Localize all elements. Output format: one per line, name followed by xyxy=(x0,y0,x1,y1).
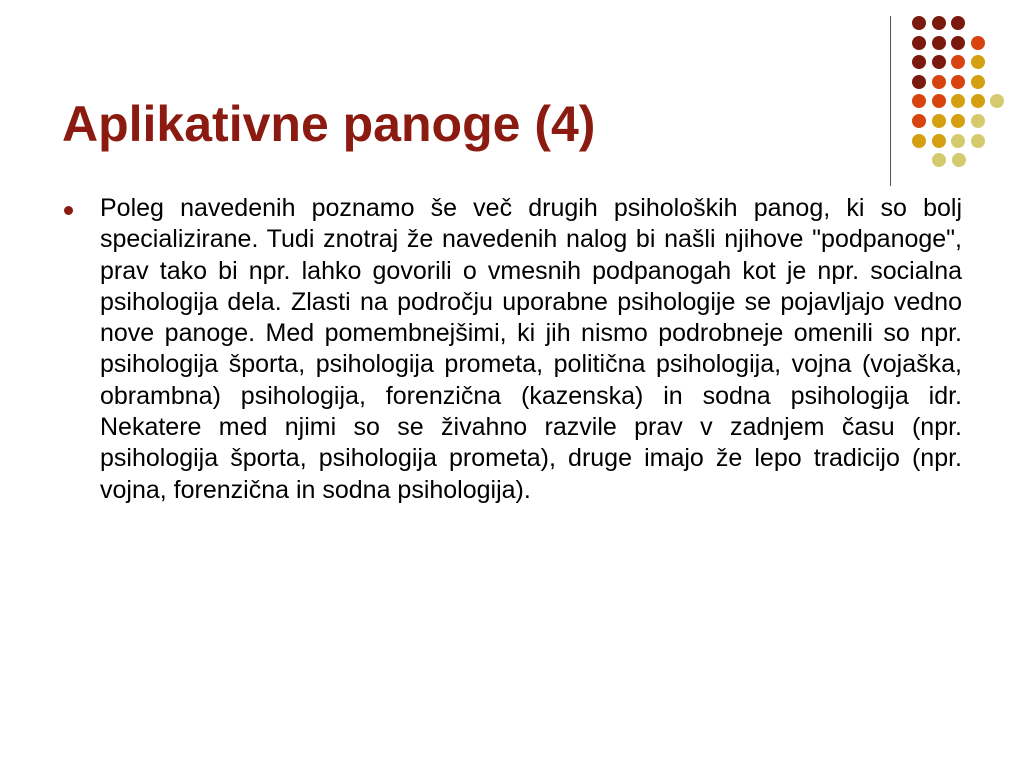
decorative-dot xyxy=(932,153,946,167)
decorative-dot xyxy=(971,75,985,89)
decorative-dot xyxy=(932,16,946,30)
decorative-dot xyxy=(951,16,965,30)
decorative-dot xyxy=(932,134,946,148)
bullet-dot-icon xyxy=(64,206,73,215)
bullet-item xyxy=(62,193,962,506)
decorative-dot xyxy=(912,94,926,108)
slide-title: Aplikativne panoge (4) xyxy=(62,96,596,152)
decorative-dot xyxy=(912,134,926,148)
decorative-dot xyxy=(912,36,926,50)
decorative-dot xyxy=(971,134,985,148)
decorative-dot xyxy=(951,94,965,108)
decorative-dot xyxy=(971,94,985,108)
decorative-dot xyxy=(932,75,946,89)
decorative-dot xyxy=(912,75,926,89)
decorative-dot xyxy=(951,36,965,50)
decorative-dot xyxy=(932,55,946,69)
decorative-dot xyxy=(912,55,926,69)
decorative-dot xyxy=(912,16,926,30)
decorative-dot xyxy=(912,114,926,128)
decorative-dot xyxy=(951,75,965,89)
decorative-dot xyxy=(951,55,965,69)
slide-body xyxy=(62,193,962,506)
decorative-dot xyxy=(971,55,985,69)
decorative-dot xyxy=(971,114,985,128)
decorative-dot xyxy=(990,94,1004,108)
vertical-divider xyxy=(890,16,891,186)
decorative-dot xyxy=(952,153,966,167)
decorative-dot xyxy=(951,114,965,128)
decorative-dot xyxy=(932,114,946,128)
bullet-text: Poleg navedenih poznamo še več drugih psiholoških panog, ki so bolj specializirane. Tudi znotraj že navedenih nalog bi našli njihove "podpanoge", prav tako bi npr. lahko govorili o vmesnih podpanogah kot je npr. socialna psihologija dela. Zlasti na področju uporabne psihologije se pojavljajo vedno nove panoge. Med pomembnejšimi, ki jih nismo podrobneje omenili so npr. psihologija športa, psihologija prometa, politična psihologija, vojna (vojaška, obrambna) psihologija, forenzična (kazenska) in sodna psihologija idr. Nekatere med njimi so se živahno razvile prav v zadnjem času (npr. psihologija športa, psihologija prometa), druge imajo že lepo tradicijo (npr. vojna, forenzična in sodna psihologija). xyxy=(100,194,962,504)
decorative-dot xyxy=(932,36,946,50)
decorative-dot xyxy=(971,36,985,50)
decorative-dot xyxy=(951,134,965,148)
decorative-dot xyxy=(932,94,946,108)
